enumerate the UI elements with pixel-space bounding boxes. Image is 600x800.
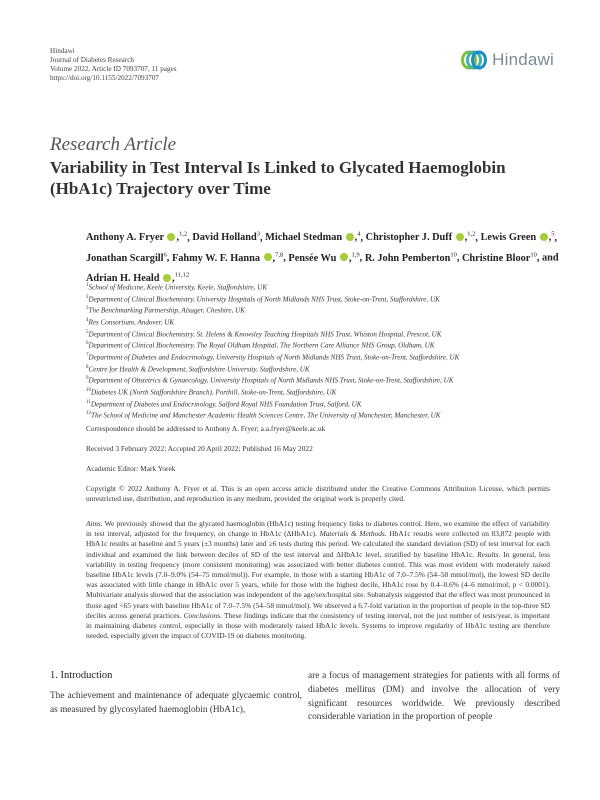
affiliation-number: 5 [86,329,89,335]
affiliation-text: Department of Diabetes and Endocrinology, University Hospitals of North Midlands NHS Trust, Stoke-on-Trent, Staffordshire, UK [88,353,460,362]
author [462,253,537,264]
journal-header [50,47,177,83]
affiliation-text: School of Medicine, Keele University, Keele, Staffordshire, UK [88,283,268,292]
author-name: Anthony A. Fryer [86,232,164,244]
logo-wordmark: Hindawi [492,50,554,69]
affiliation-text: The Benchmarking Partnership, Alsager, Cheshire, UK [88,306,245,315]
title-line-1: Variability in Test Interval Is Linked to Glycated Haemoglobin [50,158,506,177]
affiliation-item [86,386,566,398]
affiliation-text: Department of Clinical Biochemistry, The Royal Oldham Hospital, The Northern Care Alliance NHS Group, Oldham, UK [88,341,435,350]
author-affiliation-marker: 10 [530,251,537,259]
author-name: Pensée Wu [288,252,337,264]
author-name: Lewis Green [480,232,537,244]
affiliation-item [86,281,566,293]
abstract-aims-label: Aims. [86,519,103,528]
affiliation-text: Department of Diabetes and Endocrinology, Salford Royal NHS Foundation Trust, Salford, UK [90,399,362,408]
affiliation-number: 3 [86,306,89,312]
author-affiliation-marker: 6 [163,251,167,259]
author [365,253,457,264]
affiliation-item [86,304,566,316]
affiliation-number: 6 [86,341,89,347]
abstract-aims: We previously showed that the glycated haemoglobin (HbA1c) testing frequency links to diabetes control. Here, we examine the effect of variability in test interval, adjusted for the frequency, on change in HbA1c (ΔHbA1c). [86,519,550,539]
hindawi-logo-icon [461,50,487,70]
author-name: David Holland [192,232,257,244]
affiliation-item [86,374,566,386]
affiliation-number: 4 [86,317,89,323]
article-title [50,157,560,199]
author-name: R. John Pemberton [364,252,451,264]
author-name: Adrian H. Heald [86,273,160,285]
orcid-icon[interactable] [340,253,348,261]
journal-name: Journal of Diabetes Research [50,56,135,64]
author-name: Christopher J. Duff [365,232,453,244]
author: Michael Stedman ,$^4$ [265,231,361,244]
author [86,253,167,264]
abstract-methods-label: Materials & Methods. [319,529,387,539]
author-affiliation-marker: 1,2 [179,231,188,238]
affiliation-item [86,328,566,340]
author-affiliation-marker: 10 [450,251,457,259]
affiliation-item [86,409,566,421]
copyright-notice: Copyright © 2022 Anthony A. Fryer et al. This is an open access article distributed under the Creative Commons Attribution License, which permits unrestricted use, distribution, and reproduction in any medium, provided the original work is properly cited. [86,484,550,503]
author-affiliation-marker: 1,9 [351,251,360,259]
author-affiliation-marker: 7,8 [275,251,284,259]
affiliation-text: Department of Obstetrics & Gynaecology, University Hospitals of North Midlands NHS Trust, Stoke-on-Trent, Staffordshire, UK [88,376,454,385]
affiliation-item [86,351,566,363]
abstract-methods: HbA1c results were collected on 83,872 people with HbA1c results at baseline and 5 years (±3 months) later and ≥6 tests during this period. We calculated the standard deviation (SD) of test interval for each individual and examined the link between deciles of SD of the test interval and ΔHbA1c level, stratified by baseline HbA1c. [86,529,550,559]
abstract-results: In general, less variability in testing frequency (more consistent monitoring) was associated with better diabetes control. This was most evident with moderately raised baseline HbA1c levels (7.0–9.0% (54–75 mmol/mol)). For example, in those with a starting HbA1c of 7.0–7.5% (54–58 mmol/mol), the lowest SD decile was associated with little change in HbA1c over 5 years, while for those with the highest decile, HbA1c rose by 0.4–0.6% (4–6 mmol/mol; p < 0.0001). Multivariate analysis showed that the association was independent of the age/sex/hospital site. Subanalysis suggested that the effect was most pronounced in those aged <65 years with baseline HbA1c of 7.0–7.5% (54–58 mmol/mol). We observed a 6.7-fold variation in the proportion of people in the top-three SD deciles across general practices. [86,549,550,620]
author-affiliation-marker: 5 [551,231,555,238]
author-affiliation-marker: 11,12 [174,271,190,279]
affiliation-number: 12 [86,411,91,417]
affiliation-text: The School of Medicine and Manchester Academic Health Sciences Centre, The University of Manchester, Manchester, UK [91,411,441,420]
affiliation-list [86,281,566,421]
author-name: Fahmy W. F. Hanna [171,252,260,264]
publisher-name: Hindawi [50,47,75,55]
orcid-icon[interactable] [456,233,464,241]
affiliation-text: Diabetes UK (North Staffordshire Branch), Porthill, Stoke-on-Trent, Staffordshire, UK [91,388,337,397]
author-affiliation-marker: 3 [256,231,260,238]
affiliation-item [86,316,566,328]
author: Fahmy W. F. Hanna ,$^{7,8}$ [171,251,284,264]
affiliation-text: Res Consortium, Andover, UK [88,318,175,327]
abstract-conclusions-label: Conclusions. [183,610,222,620]
affiliation-number: 1 [86,283,89,288]
doi-link[interactable]: https://doi.org/10.1155/2022/7093707 [50,74,160,82]
orcid-icon[interactable] [264,253,272,261]
author: Christopher J. Duff ,$^{1,2}$ [365,231,476,244]
affiliation-item [86,339,566,351]
author: Adrian H. Heald ,$^{11,12}$ [86,271,190,285]
hindawi-logo [461,50,554,70]
author-affiliation-marker: 1,2 [467,231,476,238]
orcid-icon[interactable] [540,233,548,241]
intro-text-left: The achievement and maintenance of adequate glycaemic control, as measured by glycosylated haemoglobin (HbA1c), [50,691,302,715]
orcid-icon[interactable] [167,233,175,241]
author: Anthony A. Fryer ,$^{1,2}$ [86,231,188,244]
title-line-2: (HbA1c) Trajectory over Time [50,179,271,198]
volume-line: Volume 2022, Article ID 7093707, 11 pages [50,65,177,73]
abstract [86,519,550,641]
abstract-results-label: Results. [477,549,501,559]
author-list: Anthony A. Fryer ,$^{1,2}$, David Holland$^3$, Michael Stedman ,$^4$, Christopher J. Duff ,$^{1,2}$, Lewis Green ,$^5$, Jonathan Scargill$^6$, Fahmy W. F. Hanna ,$^{7,8}$, Pensée Wu ,$^{1,9}$, R. John Pemberton$^{10}$, Christine Bloor$^{10}$, and Adrian H. Heald ,$^{11,12}$ [86,231,559,285]
affiliation-number: 9 [86,376,89,382]
author: Lewis Green ,$^5$ [480,231,555,244]
affiliation-number: 8 [86,364,89,370]
author [192,232,260,243]
orcid-icon[interactable] [346,233,354,241]
intro-text-right: are a focus of management strategies for patients with all forms of diabetes mellitus (DM) and involve the allocation of very significant resources worldwide. We previously described considerable variation in the proportion of people [308,671,560,723]
affiliation-text: Department of Clinical Biochemistry, St. Helens & Knowsley Teaching Hospitals NHS Trust, Whiston Hospital, Prescot, UK [88,329,442,338]
author-name: Christine Bloor [462,252,531,264]
affiliation-number: 10 [86,387,91,393]
affiliation-number: 7 [86,352,89,358]
author: Pensée Wu ,$^{1,9}$ [288,251,360,264]
correspondence: Correspondence should be addressed to Anthony A. Fryer; a.a.fryer@keele.ac.uk [86,424,326,433]
affiliation-text: Department of Clinical Biochemistry, University Hospitals of North Midlands NHS Trust, Stoke-on-Trent, Staffordshire, UK [88,295,440,304]
abstract-conclusions: These findings indicate that the consistency of testing interval, not the just number of tests/year, is important in maintaining diabetes control, especially in those with moderately raised HbA1c levels. Systems to improve regularity of HbA1c testing are therefore needed, especially given the impact of COVID-19 on diabetes monitoring. [86,610,550,641]
affiliation-number: 2 [86,294,89,300]
author-name: Jonathan Scargill [86,252,164,264]
affiliation-item [86,398,566,410]
section-heading-introduction: 1. Introduction [50,670,113,681]
author-name: Michael Stedman [265,232,343,244]
affiliation-text: Centre for Health & Development, Staffordshire University, Staffordshire, UK [88,364,310,373]
publication-dates: Received 3 February 2022; Accepted 20 April 2022; Published 16 May 2022 [86,444,313,453]
affiliation-item [86,293,566,305]
article-type: Research Article [50,134,177,155]
affiliation-item [86,363,566,375]
author-affiliation-marker: 4 [357,231,361,238]
affiliation-number: 11 [86,399,91,405]
academic-editor: Academic Editor: Mark Yorek [86,464,176,473]
